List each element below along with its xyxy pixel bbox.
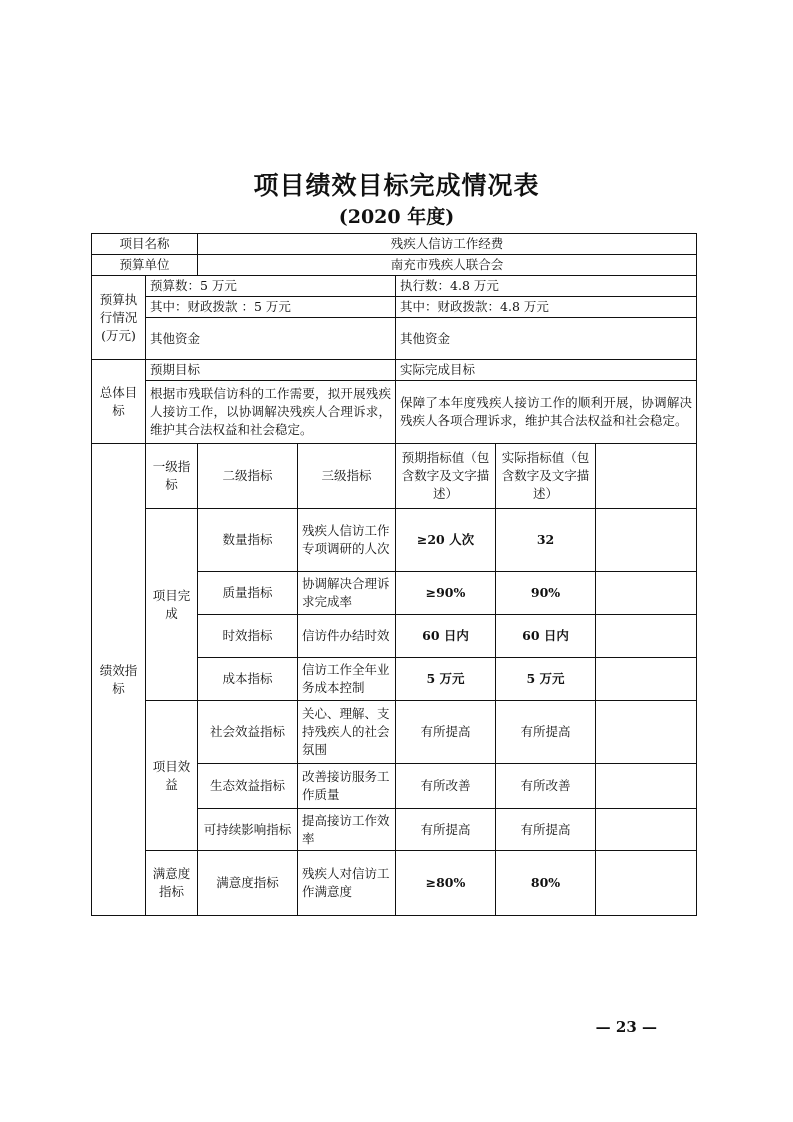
level1-project-benefit: 项目效益 <box>146 701 198 851</box>
page-title: 项目绩效目标完成情况表 <box>253 171 540 200</box>
empty-cell <box>596 809 697 851</box>
project-name-value: 残疾人信访工作经费 <box>198 234 697 255</box>
level3-header: 三级指标 <box>298 444 396 509</box>
expected-value-cell: ≥90% <box>396 572 496 615</box>
actual-value-cell: 32 <box>496 509 596 572</box>
expected-value-cell: 有所提高 <box>396 701 496 764</box>
level2-cell: 满意度指标 <box>198 851 298 916</box>
level2-cell: 数量指标 <box>198 509 298 572</box>
empty-cell <box>596 572 697 615</box>
level2-header: 二级指标 <box>198 444 298 509</box>
row-budget-other <box>92 318 697 360</box>
actual-value-cell: 有所提高 <box>496 701 596 764</box>
level2-cell: 时效指标 <box>198 615 298 658</box>
level3-cell: 残疾人信访工作专项调研的人次 <box>298 509 396 572</box>
expected-value-cell: ≥20 人次 <box>396 509 496 572</box>
level3-cell: 信访工作全年业务成本控制 <box>298 658 396 701</box>
level1-header: 一级指标 <box>146 444 198 509</box>
level2-cell: 社会效益指标 <box>198 701 298 764</box>
actual-value-cell: 有所提高 <box>496 809 596 851</box>
row-overall-text <box>92 381 697 444</box>
budget-unit-label: 预算单位 <box>92 255 198 276</box>
level1-satisfaction: 满意度指标 <box>146 851 198 916</box>
page-number: — 23 — <box>595 1018 657 1036</box>
row-indicator-headers <box>92 444 697 509</box>
level3-cell: 协调解决合理诉求完成率 <box>298 572 396 615</box>
empty-cell <box>596 444 697 509</box>
expected-goal-text: 根据市残联信访科的工作需要，拟开展残疾人接访工作，以协调解决残疾人合理诉求，维护其合法权益和社会稳定。 <box>146 381 396 444</box>
expected-goal-header: 预期目标 <box>146 360 396 381</box>
expected-value-cell: 有所改善 <box>396 764 496 809</box>
row-budget-unit <box>92 255 697 276</box>
table-row <box>92 509 697 572</box>
budget-total: 预算数：5 万元 <box>146 276 396 297</box>
row-project-name <box>92 234 697 255</box>
level3-cell: 信访件办结时效 <box>298 615 396 658</box>
level3-cell: 关心、理解、支持残疾人的社会氛围 <box>298 701 396 764</box>
empty-cell <box>596 615 697 658</box>
performance-indicators-label: 绩效指标 <box>92 444 146 916</box>
executed-total: 执行数：4.8 万元 <box>396 276 697 297</box>
actual-value-cell: 60 日内 <box>496 615 596 658</box>
level2-cell: 质量指标 <box>198 572 298 615</box>
budget-other: 其他资金 <box>146 318 396 360</box>
actual-goal-text: 保障了本年度残疾人接访工作的顺利开展，协调解决残疾人各项合理诉求，维护其合法权益和社会稳定。 <box>396 381 697 444</box>
level3-cell: 改善接访服务工作质量 <box>298 764 396 809</box>
expected-value-cell: 60 日内 <box>396 615 496 658</box>
row-overall-headers <box>92 360 697 381</box>
empty-cell <box>596 509 697 572</box>
expected-value-cell: ≥80% <box>396 851 496 916</box>
level3-cell: 残疾人对信访工作满意度 <box>298 851 396 916</box>
expected-value-cell: 5 万元 <box>396 658 496 701</box>
executed-other: 其他资金 <box>396 318 697 360</box>
executed-fiscal: 其中：财政拨款：4.8 万元 <box>396 297 697 318</box>
empty-cell <box>596 658 697 701</box>
actual-value-cell: 90% <box>496 572 596 615</box>
level3-cell: 提高接访工作效率 <box>298 809 396 851</box>
empty-cell <box>596 851 697 916</box>
expected-value-cell: 有所提高 <box>396 809 496 851</box>
overall-goal-label: 总体目标 <box>92 360 146 444</box>
row-budget-total <box>92 276 697 297</box>
empty-cell <box>596 764 697 809</box>
budget-fiscal: 其中：财政拨款 ：5 万元 <box>146 297 396 318</box>
project-name-label: 项目名称 <box>92 234 198 255</box>
actual-value-cell: 80% <box>496 851 596 916</box>
level2-cell: 可持续影响指标 <box>198 809 298 851</box>
budget-unit-value: 南充市残疾人联合会 <box>198 255 697 276</box>
empty-cell <box>596 701 697 764</box>
performance-table <box>91 233 697 916</box>
table-row <box>92 701 697 764</box>
actual-goal-header: 实际完成目标 <box>396 360 697 381</box>
table-row <box>92 851 697 916</box>
budget-execution-label: 预算执行情况(万元) <box>92 276 146 360</box>
actual-value-cell: 5 万元 <box>496 658 596 701</box>
level2-cell: 生态效益指标 <box>198 764 298 809</box>
expected-value-header: 预期指标值（包含数字及文字描述） <box>396 444 496 509</box>
level1-project-completion: 项目完成 <box>146 509 198 701</box>
row-budget-fiscal <box>92 297 697 318</box>
actual-value-header: 实际指标值（包含数字及文字描述） <box>496 444 596 509</box>
level2-cell: 成本指标 <box>198 658 298 701</box>
actual-value-cell: 有所改善 <box>496 764 596 809</box>
page-subtitle: (2020 年度) <box>338 206 455 228</box>
